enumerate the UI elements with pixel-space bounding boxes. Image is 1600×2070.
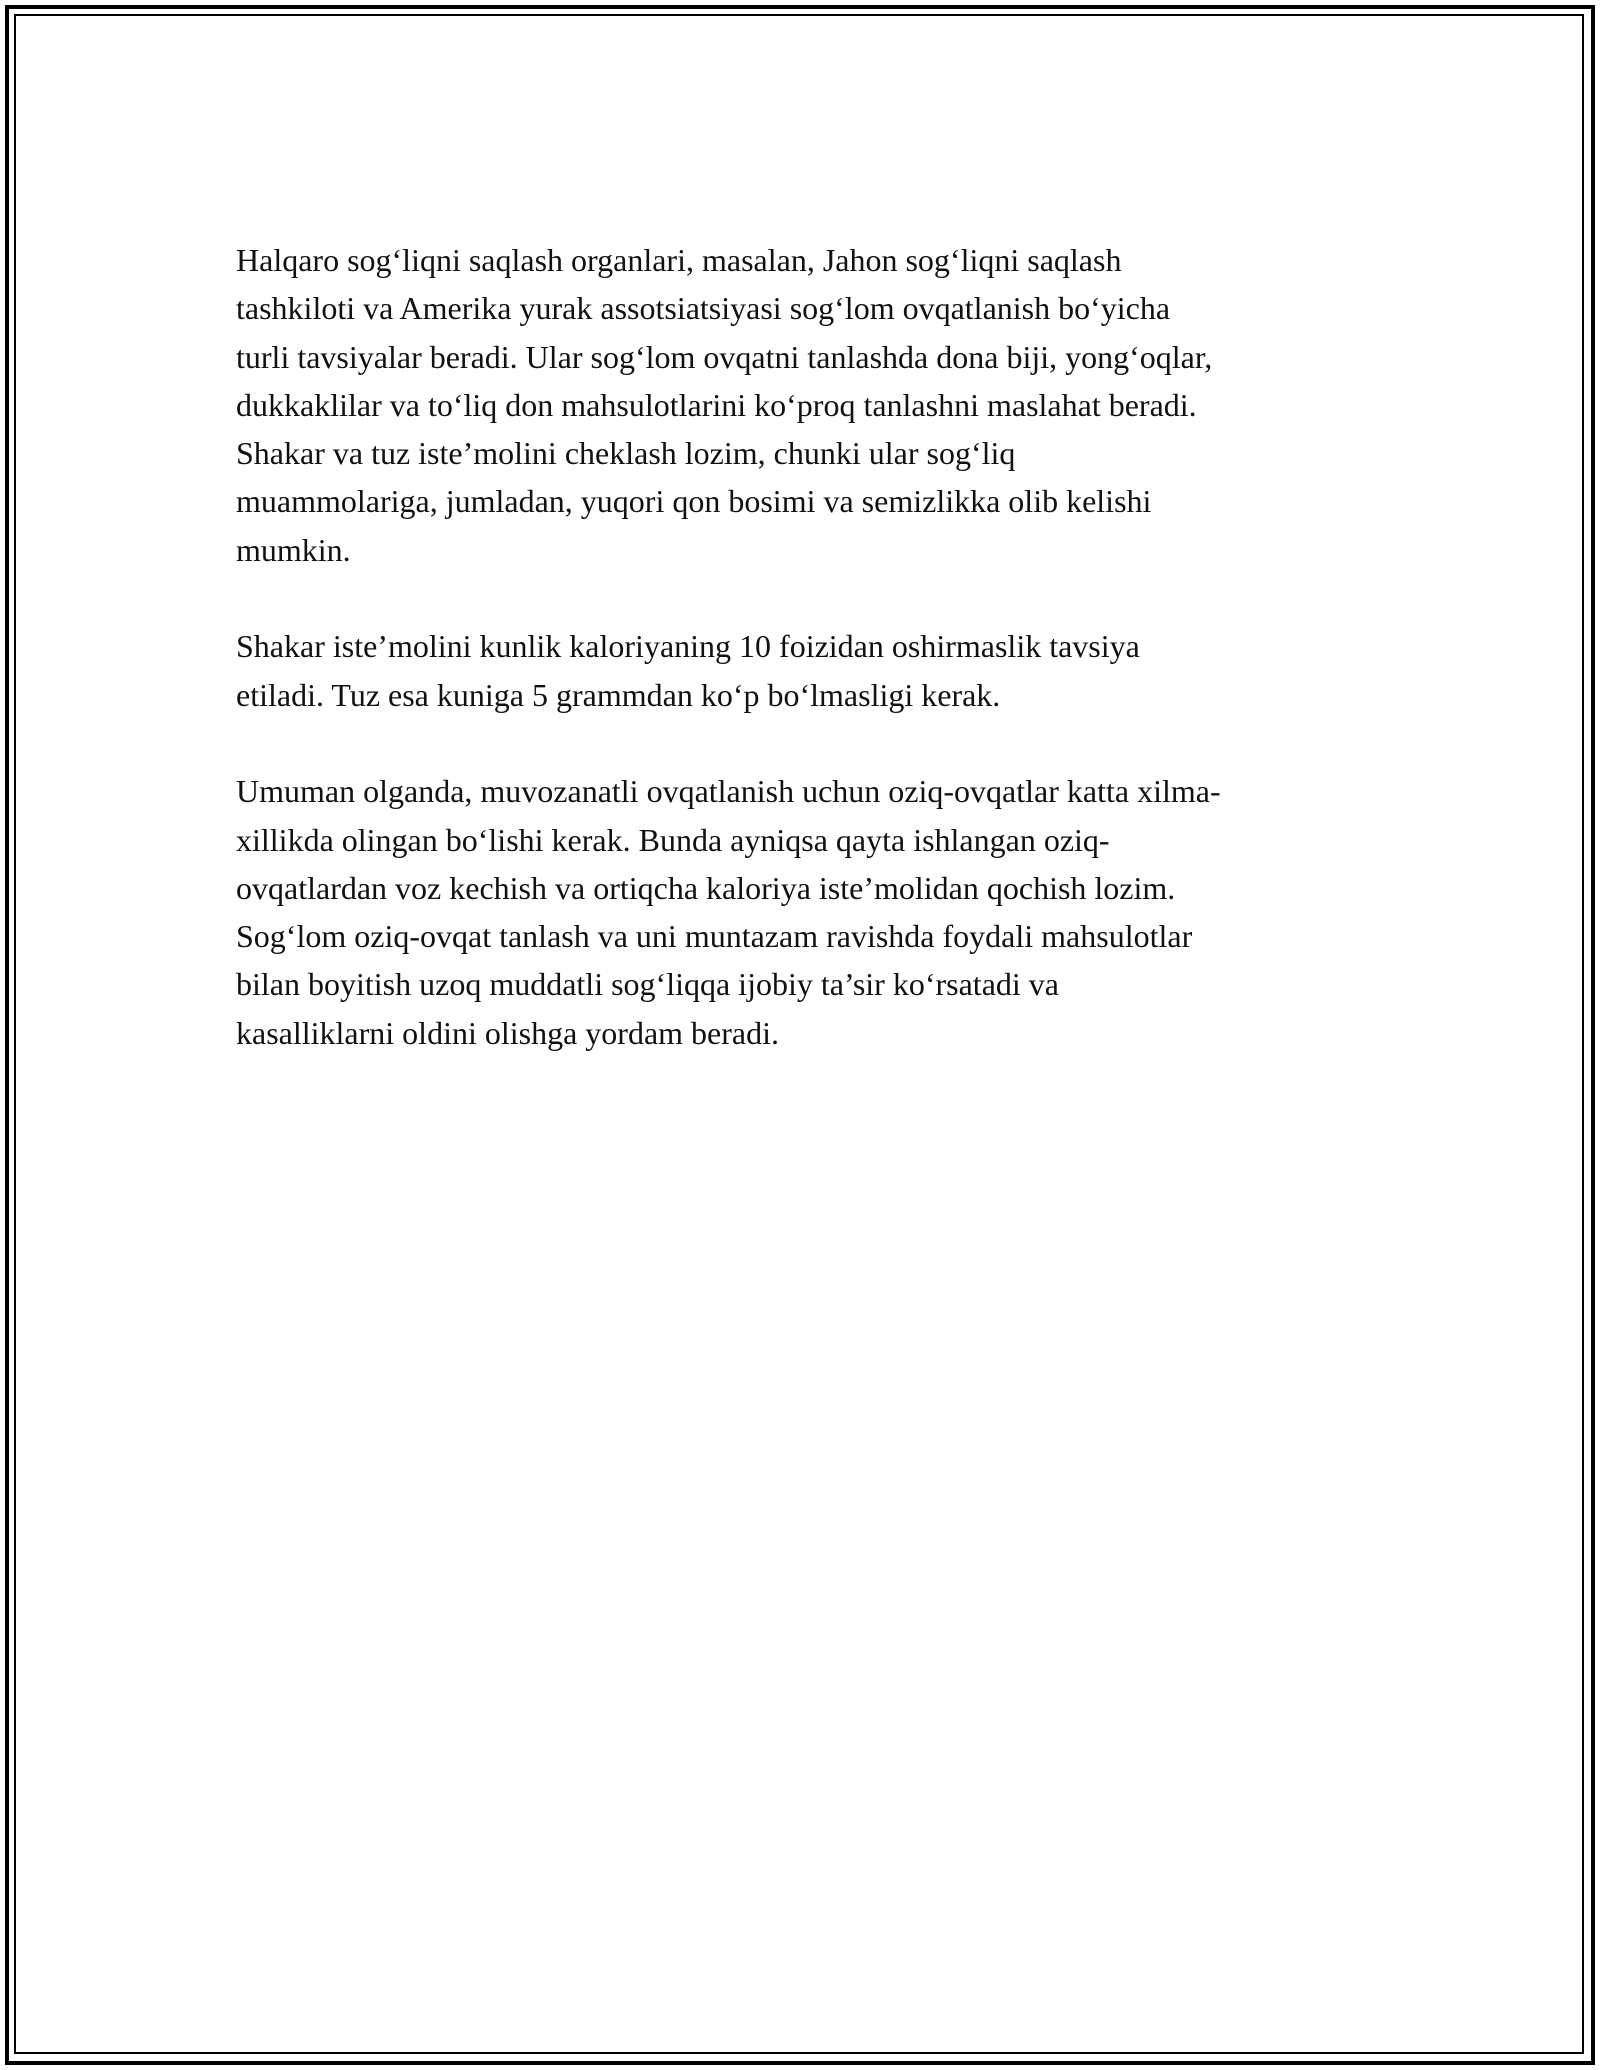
document-body (236, 236, 1371, 1105)
paragraph-balanced-diet: Umuman olganda, muvozanatli ovqatlanish uchun oziq-ovqatlar katta xilma- xillikda olingan bo‘lishi kerak. Bunda ayniqsa qayta ishlangan oziq- ovqatlardan voz kechish va ortiqcha kaloriya iste’molidan qochish lozim. Sog‘lom oziq-ovqat tanlash va uni muntazam ravishda foydali mahsulotlar bilan boyitish uzoq muddatli sog‘liqqa ijobiy ta’sir ko‘rsatadi va kasalliklarni oldini olishga yordam beradi. (236, 773, 1221, 1051)
paragraph-sugar-salt-limits: Shakar iste’molini kunlik kaloriyaning 10 foizidan oshirmaslik tavsiya etiladi. Tuz esa kuniga 5 grammdan ko‘p bo‘lmasligi kerak. (236, 628, 1140, 713)
paragraph-health-organizations: Halqaro sog‘liqni saqlash organlari, masalan, Jahon sog‘liqni saqlash tashkiloti va Amerika yurak assotsiatsiyasi sog‘lom ovqatlanish bo‘yicha turli tavsiyalar beradi. Ular sog‘lom ovqatni tanlashda dona biji, yong‘oqlar, dukkaklilar va to‘liq don mahsulotlarini ko‘proq tanlashni maslahat beradi. Shakar va tuz iste’molini cheklash lozim, chunki ular sog‘liq muammolariga, jumladan, yuqori qon bosimi va semizlikka olib kelishi mumkin. (236, 242, 1213, 568)
